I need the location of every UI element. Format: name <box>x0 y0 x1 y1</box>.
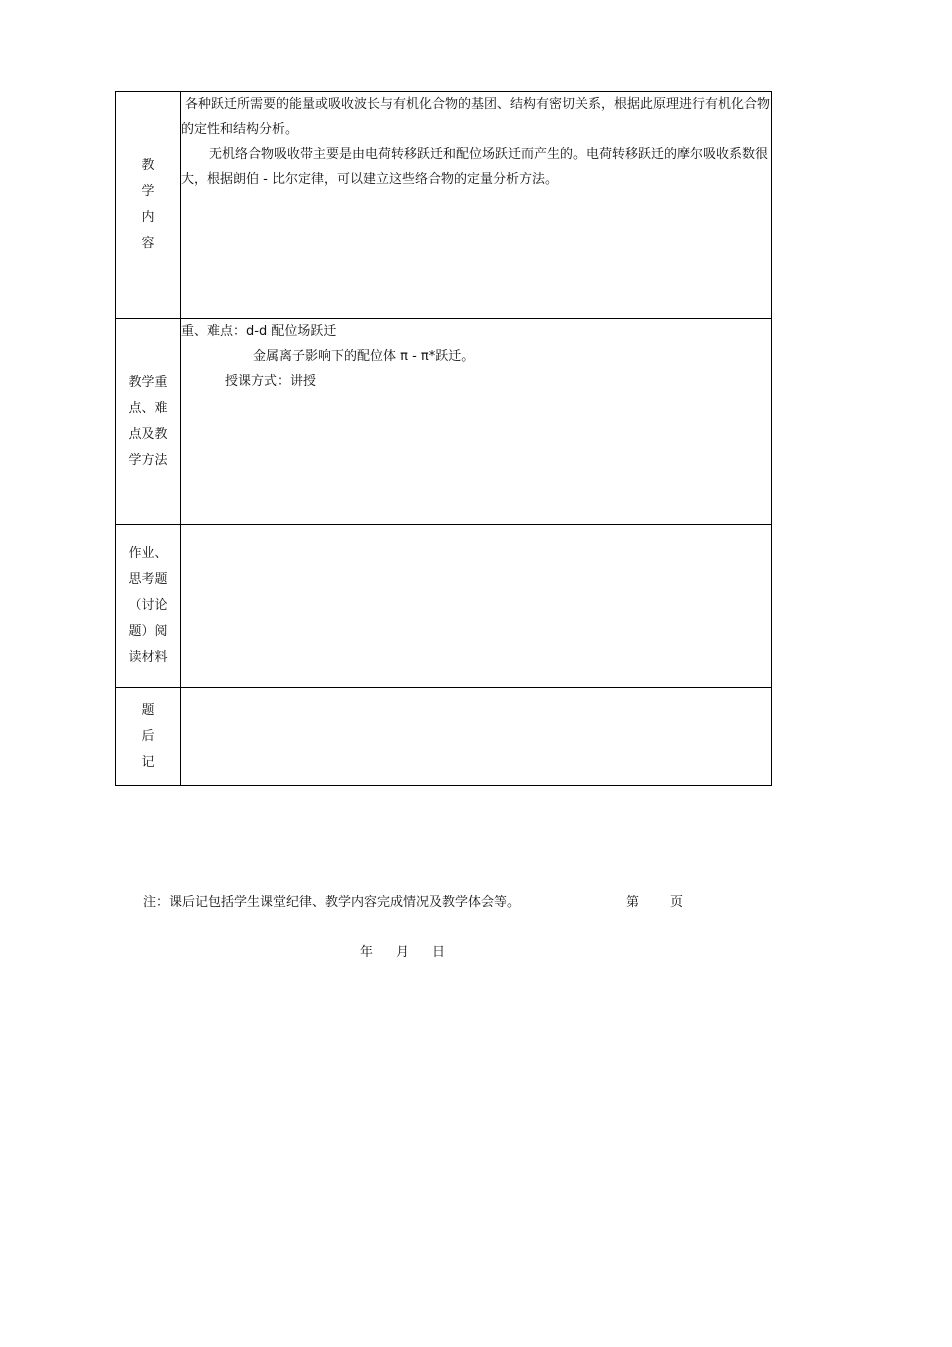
key-points-row <box>116 319 772 525</box>
label-line: 题）阅 <box>128 624 168 639</box>
label-line: 教 <box>141 158 155 173</box>
label-line: 后 <box>141 728 155 744</box>
teaching-content-row <box>116 92 772 319</box>
teaching-content-cell <box>181 92 772 319</box>
footer-note: 注：课后记包括学生课堂纪律、教学内容完成情况及教学体会等。 <box>143 895 521 910</box>
key-points-cell <box>181 319 772 525</box>
label-line: 题 <box>141 702 155 718</box>
content-paragraph: 各种跃迁所需要的能量或吸收波长与有机化合物的基团、结构有密切关系，根据此原理进行有机化合物的定性和结构分析。 <box>181 97 771 137</box>
date-day: 日 <box>432 945 446 960</box>
lesson-plan-table <box>115 91 772 786</box>
label-line: 教学重 <box>128 374 168 390</box>
date-month: 月 <box>396 945 410 960</box>
key-points-line: 金属离子影响下的配位体 π - π*跃迁。 <box>253 349 475 364</box>
label-line: 作业、 <box>128 546 168 561</box>
homework-row <box>116 525 772 688</box>
label-line: 学方法 <box>128 452 168 468</box>
teaching-content-label <box>116 92 181 319</box>
label-line: 思考题 <box>128 572 168 587</box>
postscript-cell <box>181 688 772 786</box>
label-line: 记 <box>141 754 155 770</box>
postscript-row <box>116 688 772 786</box>
label-line: 点及教 <box>128 426 168 442</box>
label-line: （讨论 <box>128 598 168 613</box>
key-points-label <box>116 319 181 525</box>
label-line: 点、难 <box>128 400 168 416</box>
label-line: 学 <box>141 184 155 199</box>
label-line: 内 <box>141 210 155 225</box>
label-line: 读材料 <box>128 650 168 665</box>
teaching-method-line: 授课方式：讲授 <box>225 374 317 389</box>
label-line: 容 <box>141 236 155 251</box>
page-number-suffix: 页 <box>670 895 684 910</box>
homework-label <box>116 525 181 688</box>
postscript-label <box>116 688 181 786</box>
page-number-prefix: 第 <box>626 895 640 910</box>
homework-cell <box>181 525 772 688</box>
key-points-line: 重、难点：d-d 配位场跃迁 <box>181 324 337 339</box>
content-paragraph: 无机络合物吸收带主要是由电荷转移跃迁和配位场跃迁而产生的。电荷转移跃迁的摩尔吸收系数很大，根据朗伯 - 比尔定律，可以建立这些络合物的定量分析方法。 <box>181 147 769 187</box>
date-year: 年 <box>360 945 374 960</box>
